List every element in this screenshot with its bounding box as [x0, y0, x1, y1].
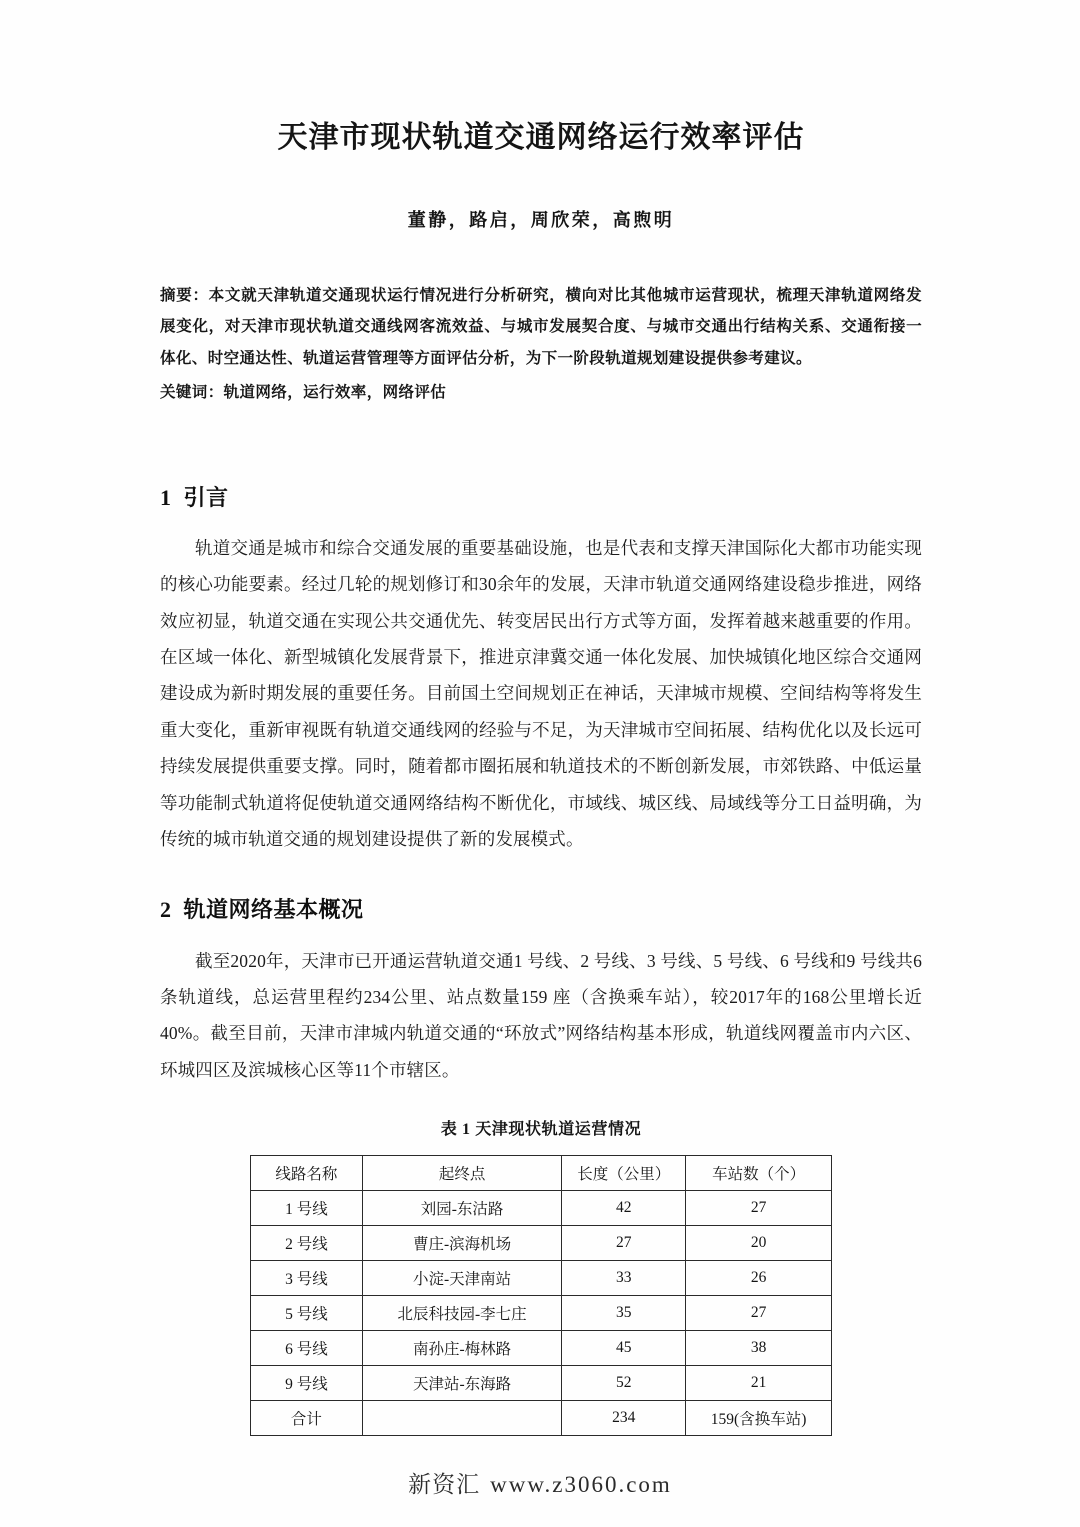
rail-operations-table [250, 1155, 832, 1436]
table-cell: 2 号线 [251, 1226, 363, 1261]
section-1-paragraph-1: 轨道交通是城市和综合交通发展的重要基础设施，也是代表和支撑天津国际化大都市功能实现的核心功能要素。经过几轮的规划修订和30余年的发展，天津市轨道交通网络建设稳步推进，网络效应初显，轨道交通在实现公共交通优先、转变居民出行方式等方面，发挥着越来越重要的作用。在区域一体化、新型城镇化发展背景下，推进京津冀交通一体化发展、加快城镇化地区综合交通网建设成为新时期发展的重要任务。目前国土空间规划正在神话，天津城市规模、空间结构等将发生重大变化，重新审视既有轨道交通线网的经验与不足，为天津城市空间拓展、结构优化以及长远可持续发展提供重要支撑。同时，随着都市圈拓展和轨道技术的不断创新发展，市郊铁路、中低运量等功能制式轨道将促使轨道交通网络结构不断优化，市域线、城区线、局域线等分工日益明确，为传统的城市轨道交通的规划建设提供了新的发展模式。 [160, 537, 922, 849]
table-cell: 刘园-东沽路 [362, 1191, 562, 1226]
keywords-section [160, 377, 922, 409]
table-header-row [251, 1156, 832, 1191]
page-title: 天津市现状轨道交通网络运行效率评估 [277, 121, 805, 154]
table-cell: 1 号线 [251, 1191, 363, 1226]
table-row [251, 1191, 832, 1226]
table-cell: 52 [562, 1366, 686, 1401]
table-caption: 表 1 天津现状轨道运营情况 [440, 1121, 642, 1139]
table-cell: 天津站-东海路 [362, 1366, 562, 1401]
table-cell: 合计 [251, 1401, 363, 1436]
table-cell: 38 [686, 1331, 832, 1366]
site-name: 新资汇 [408, 1472, 481, 1497]
table-cell: 21 [686, 1366, 832, 1401]
table-cell: 159(含换车站) [686, 1401, 832, 1436]
table-cell: 曹庄-滨海机场 [362, 1226, 562, 1261]
author-list: 董静，路启，周欣荣，高煦明 [407, 209, 675, 230]
table-header-cell: 线路名称 [251, 1156, 363, 1191]
table-cell: 42 [562, 1191, 686, 1226]
table-row [251, 1261, 832, 1296]
table-cell: 3 号线 [251, 1261, 363, 1296]
table-header-cell: 车站数（个） [686, 1156, 832, 1191]
table-total-row [251, 1401, 832, 1436]
table-cell: 小淀-天津南站 [362, 1261, 562, 1296]
section-heading-2 [160, 893, 922, 924]
table-row [251, 1296, 832, 1331]
table-row [251, 1331, 832, 1366]
section-2-paragraph-1: 截至2020年，天津市已开通运营轨道交通1 号线、2 号线、3 号线、5 号线、6 号线和9 号线共6条轨道线，总运营里程约234公里、站点数量159 座（含换乘车站），较2017年的168公里增长近40%。截至目前，天津市津城内轨道交通的“环放式”网络结构基本形成，轨道线网覆盖市内六区、环城四区及滨城核心区等11个市辖区。 [160, 950, 922, 1080]
abstract-section [160, 280, 922, 375]
abstract-label: 摘要： [160, 286, 209, 304]
table-cell: 9 号线 [251, 1366, 363, 1401]
table-cell: 234 [562, 1401, 686, 1436]
table-cell: 27 [686, 1191, 832, 1226]
table-row [251, 1226, 832, 1261]
table-cell: 27 [686, 1296, 832, 1331]
page-content [160, 0, 922, 1436]
table-cell: 45 [562, 1331, 686, 1366]
table-header-cell: 起终点 [362, 1156, 562, 1191]
section-number-2: 2 [160, 897, 172, 923]
table-cell: 35 [562, 1296, 686, 1331]
table-cell: 20 [686, 1226, 832, 1261]
table-cell [362, 1401, 562, 1436]
section-heading-1 [160, 481, 922, 512]
site-url: www.z3060.com [490, 1472, 672, 1497]
table-cell: 6 号线 [251, 1331, 363, 1366]
table-container [160, 1155, 922, 1436]
footer-watermark [0, 1466, 1080, 1499]
table-cell: 33 [562, 1261, 686, 1296]
table-cell: 26 [686, 1261, 832, 1296]
section-number-1: 1 [160, 484, 172, 510]
abstract-text: 本文就天津轨道交通现状运行情况进行分析研究，横向对比其他城市运营现状，梳理天津轨道网络发展变化，对天津市现状轨道交通线网客流效益、与城市发展契合度、与城市交通出行结构关系、交通衔接一体化、时空通达性、轨道运营管理等方面评估分析，为下一阶段轨道规划建设提供参考建议。 [160, 286, 923, 368]
table-cell: 27 [562, 1226, 686, 1261]
table-header-cell: 长度（公里） [562, 1156, 686, 1191]
section-title-1: 引言 [183, 484, 229, 510]
section-title-2: 轨道网络基本概况 [183, 897, 364, 923]
keywords-label: 关键词： [160, 383, 224, 401]
keywords-text: 轨道网络，运行效率，网络评估 [223, 383, 447, 401]
table-cell: 北辰科技园-李七庄 [362, 1296, 562, 1331]
table-cell: 南孙庄-梅林路 [362, 1331, 562, 1366]
table-row [251, 1366, 832, 1401]
table-cell: 5 号线 [251, 1296, 363, 1331]
